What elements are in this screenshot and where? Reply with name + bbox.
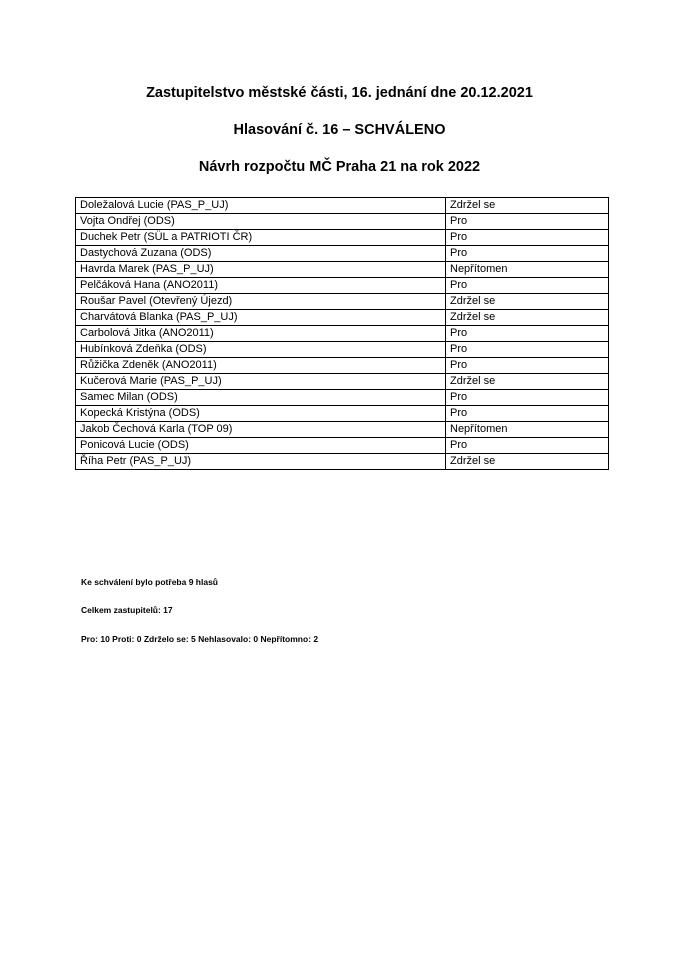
vote-cell: Zdržel se (446, 198, 609, 214)
vote-subject: Návrh rozpočtu MČ Praha 21 na rok 2022 (198, 159, 481, 175)
vote-title: Hlasování č. 16 – SCHVÁLENO (233, 122, 446, 138)
member-name-cell: Roušar Pavel (Otevřený Újezd) (76, 294, 446, 310)
table-row (76, 230, 609, 246)
votes-table (75, 197, 609, 470)
table-row (76, 438, 609, 454)
vote-cell: Pro (446, 214, 609, 230)
vote-cell: Pro (446, 230, 609, 246)
total-members-text: Celkem zastupitelů: 17 (81, 605, 173, 615)
member-name-cell: Jakob Čechová Karla (TOP 09) (76, 422, 446, 438)
member-name-cell: Carbolová Jitka (ANO2011) (76, 326, 446, 342)
table-row (76, 422, 609, 438)
vote-cell: Pro (446, 406, 609, 422)
table-row (76, 262, 609, 278)
session-title: Zastupitelstvo městské části, 16. jednání dne 20.12.2021 (146, 85, 533, 101)
table-row (76, 198, 609, 214)
member-name-cell: Kopecká Kristýna (ODS) (76, 406, 446, 422)
member-name-cell: Charvátová Blanka (PAS_P_UJ) (76, 310, 446, 326)
vote-cell: Pro (446, 358, 609, 374)
member-name-cell: Duchek Petr (SÜL a PATRIOTI ČR) (76, 230, 446, 246)
vote-cell: Pro (446, 246, 609, 262)
table-row (76, 374, 609, 390)
vote-cell: Zdržel se (446, 374, 609, 390)
vote-cell: Pro (446, 438, 609, 454)
vote-results-text: Pro: 10 Proti: 0 Zdrželo se: 5 Nehlasovalo: 0 Nepřítomno: 2 (81, 634, 319, 644)
member-name-cell: Dastychová Zuzana (ODS) (76, 246, 446, 262)
table-row (76, 406, 609, 422)
vote-cell: Pro (446, 390, 609, 406)
member-name-cell: Ponicová Lucie (ODS) (76, 438, 446, 454)
votes-table-body (76, 198, 609, 470)
member-name-cell: Pelčáková Hana (ANO2011) (76, 278, 446, 294)
table-row (76, 342, 609, 358)
table-row (76, 358, 609, 374)
vote-cell: Zdržel se (446, 294, 609, 310)
table-row (76, 326, 609, 342)
vote-cell: Nepřítomen (446, 422, 609, 438)
member-name-cell: Růžička Zdeněk (ANO2011) (76, 358, 446, 374)
table-row (76, 390, 609, 406)
member-name-cell: Říha Petr (PAS_P_UJ) (76, 454, 446, 470)
required-votes-text: Ke schválení bylo potřeba 9 hlasů (81, 577, 218, 587)
vote-cell: Pro (446, 342, 609, 358)
vote-cell: Zdržel se (446, 310, 609, 326)
member-name-cell: Havrda Marek (PAS_P_UJ) (76, 262, 446, 278)
table-row (76, 294, 609, 310)
member-name-cell: Samec Milan (ODS) (76, 390, 446, 406)
vote-cell: Nepřítomen (446, 262, 609, 278)
table-row (76, 278, 609, 294)
vote-cell: Pro (446, 278, 609, 294)
table-row (76, 214, 609, 230)
vote-cell: Zdržel se (446, 454, 609, 470)
table-row (76, 454, 609, 470)
member-name-cell: Vojta Ondřej (ODS) (76, 214, 446, 230)
table-row (76, 246, 609, 262)
member-name-cell: Hubínková Zdeňka (ODS) (76, 342, 446, 358)
table-row (76, 310, 609, 326)
member-name-cell: Kučerová Marie (PAS_P_UJ) (76, 374, 446, 390)
vote-cell: Pro (446, 326, 609, 342)
member-name-cell: Doležalová Lucie (PAS_P_UJ) (76, 198, 446, 214)
